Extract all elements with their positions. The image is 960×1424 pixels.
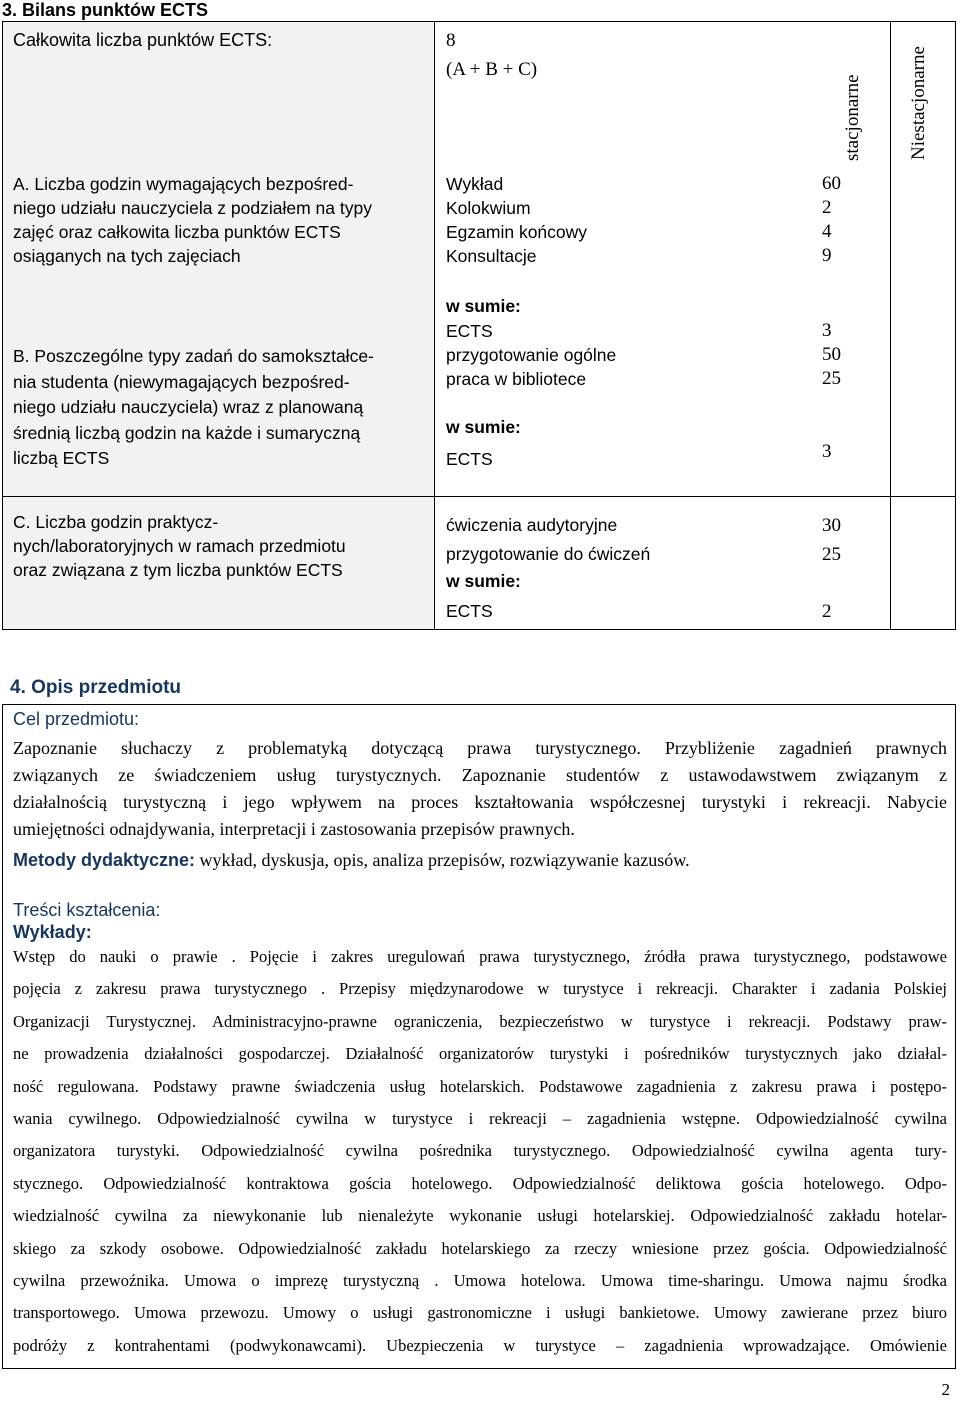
section-a-ects-label: ECTS	[446, 321, 493, 341]
total-ects-formula: (A + B + C)	[446, 59, 538, 80]
section-c-values: 30 25	[822, 515, 841, 565]
lectures-label: Wykłady:	[13, 922, 92, 942]
list-item: Egzamin końcowy	[446, 222, 588, 242]
table-border-top	[2, 21, 956, 22]
ects-table	[2, 21, 956, 630]
section-a-label: A. Liczba godzin wymagających bezpośred- niego udziału nauczyciela z podziałem na typy zajęć oraz całkowita liczba punktów ECTS osiąganych na tych zajęciach	[13, 174, 372, 266]
list-item: Wykład	[446, 174, 504, 194]
section-b-values: 50 25	[822, 344, 841, 389]
list-item: Kolokwium	[446, 198, 531, 218]
table-column-divider	[434, 21, 435, 630]
goal-text: Zapoznanie słuchaczy z problematyką dotyczącą prawa turystycznego. Przybliżenie zagadnień prawnych związanych ze świadczeniem usług turystycznych. Zapoznanie studentów z ustawodawstwem związanym z działalnością turystyczną i jego wpływem na proces kształtowania współczesnej turystyki i rekreacji. Nabycie umiejętności odnajdywania, interpretacji i zastosowania przepisów prawnych.	[13, 738, 947, 839]
lectures-content: Wstęp do nauki o prawie . Pojęcie i zakres uregulowań prawa turystycznego, źródła prawa turystycznego, podstawowe pojęcia z zakresu prawa turystycznego . Przepisy międzynarodowe w turystyce i rekreacji. Charakter i zadania Polskiej Organizacji Turystycznej. Administracyjno-prawne ograniczenia, bezpieczeństwo w turystyce i rekreacji. Podstawy praw- ne prowadzenia działalności gospodarczej. Działalność organizatorów turystyki i pośredników turystycznych jako działal- ność regulowana. Podstawy prawne świadczenia usług hotelarskich. Podstawowe zagadnienia z zakresu prawa i postępo- wania cywilnego. Odpowiedzialność cywilna w turystyce i rekreacji – zagadnienia wstępne. Odpowiedzialność cywilna organizatora turystyki. Odpowiedzialność cywilna pośrednika turystycznego. Odpowiedzialność cywilna agenta tury- stycznego. Odpowiedzialność kontraktowa gościa hotelowego. Odpowiedzialność deliktowa gościa hotelowego. Odpo- wiedzialność cywilna za niewykonanie lub nienależyte wykonanie usługi hotelarskiej. Odpowiedzialność zakładu hotelar- skiego za szkody osobowe. Odpowiedzialność zakładu hotelarskiego za rzeczy wniesione przez gościa. Odpowiedzialność cywilna przewoźnika. Umowa o imprezę turystyczną . Umowa hotelowa. Umowa time-sharingu. Umowa najmu środka transportowego. Umowa przewozu. Umowy o usługi gastronomiczne i usługi bankietowe. Umowy zawierane przez biuro podróży z kontrahentami (podwykonawcami). Ubezpieczenia w turystyce – zagadnienia wprowadzające. Omówienie	[13, 947, 947, 1355]
section-c-sum-label: w sumie:	[446, 571, 521, 591]
methods-line	[13, 850, 690, 871]
list-item: Konsultacje	[446, 246, 537, 266]
table-border-bottom	[2, 629, 956, 630]
list-item: przygotowanie ogólne	[446, 345, 617, 365]
list-item: praca w bibliotece	[446, 369, 587, 389]
total-ects-label: Całkowita liczba punktów ECTS:	[13, 30, 273, 50]
methods-text: wykład, dyskusja, opis, analiza przepisów, rozwiązywanie kazusów.	[195, 850, 690, 870]
table-column-divider-right	[890, 21, 891, 630]
section-a-items	[446, 172, 587, 268]
list-item: przygotowanie do ćwiczeń	[446, 544, 651, 564]
table-row-divider	[2, 496, 956, 497]
section-b-items	[446, 343, 616, 391]
column-header-nonstationary: Niestacjonarne	[908, 46, 929, 160]
section-b-ects-label: ECTS	[446, 449, 493, 469]
section-b-sum-label: w sumie:	[446, 417, 521, 437]
section-c-ects-label: ECTS	[446, 601, 493, 621]
list-item: ćwiczenia audytoryjne	[446, 515, 618, 535]
section-b-label: B. Poszczególne typy zadań do samokształce- nia studenta (niewymagających bezpośred- niego udziału nauczyciela) wraz z planowaną średnią liczbą godzin na każde i sumaryczną liczbą ECTS	[13, 346, 374, 468]
content-label: Treści kształcenia:	[13, 900, 161, 920]
table-border-left	[2, 21, 3, 630]
section-a-ects-value: 3	[822, 320, 832, 341]
section-b-ects-value: 3	[822, 441, 832, 462]
methods-label: Metody dydaktyczne:	[13, 850, 196, 870]
goal-label: Cel przedmiotu:	[13, 709, 140, 729]
page-number: 2	[941, 1380, 950, 1399]
total-ects-value: 8	[446, 30, 456, 51]
section-3-title: 3. Bilans punktów ECTS	[2, 0, 209, 20]
section-a-values: 60 2 4 9	[822, 173, 841, 266]
column-header-stationary: stacjonarne	[842, 74, 863, 161]
section-4-title: 4. Opis przedmiotu	[10, 677, 182, 698]
section-c-ects-value: 2	[822, 601, 832, 622]
section-c-label: C. Liczba godzin praktycz- nych/laboratoryjnych w ramach przedmiotu oraz związana z tym liczba punktów ECTS	[13, 512, 346, 580]
table-border-right	[955, 21, 956, 630]
section-a-sum-label: w sumie:	[446, 296, 521, 316]
section-c-items	[446, 511, 650, 569]
